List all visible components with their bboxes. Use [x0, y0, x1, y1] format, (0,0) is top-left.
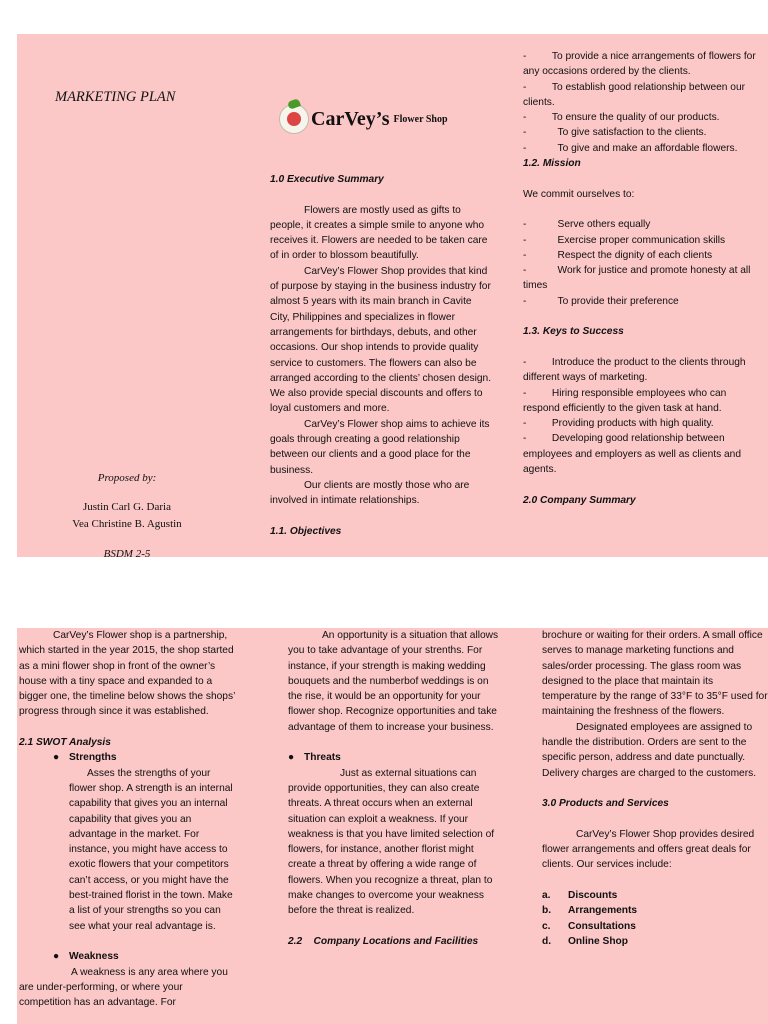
- key-item: - Hiring responsible employees who can respond efficiently to the given task at hand.: [523, 387, 727, 414]
- mission-intro: We commit ourselves to:: [523, 188, 635, 200]
- mission-item: - Respect the dignity of each clients: [523, 249, 713, 261]
- executive-summary-column: [270, 172, 492, 539]
- objective-item: - To give and make an affordable flowers.: [523, 142, 738, 154]
- mission-item: - To provide their preference: [523, 295, 679, 307]
- distribution-text: Designated employees are assigned to handle the distribution. Orders are sent to the specific person, address and date punctually. Delivery charges are charged to the customers.: [542, 721, 757, 779]
- section-label: BSDM 2-5: [103, 548, 151, 557]
- products-intro: CarVey’s Flower Shop provides desired flower arrangements and offers great deals for clients. Our services include:: [542, 828, 755, 871]
- key-item: - Introduce the product to the clients through different ways of marketing.: [523, 356, 746, 384]
- objectives-mission-column: [523, 49, 761, 508]
- credits-block: [57, 470, 197, 557]
- exec-heading: 1.0 Executive Summary: [270, 174, 384, 185]
- mission-item: - Exercise proper communication skills: [523, 234, 726, 246]
- marketing-plan-title: MARKETING PLAN: [55, 89, 176, 105]
- swot-heading: 2.1 SWOT Analysis: [19, 737, 111, 749]
- service-item: c. Consultations: [542, 920, 636, 932]
- objective-item: - To provide a nice arrangements of flowers for any occasions ordered by the clients.: [523, 51, 756, 78]
- service-item: b. Arrangements: [542, 905, 638, 917]
- company-intro: CarVey’s Flower shop is a partnership, which started in the year 2015, the shop started as a mini flower shop in front of the owner’s house with a tiny space and expanded to a bigger one, the timeline below shows the shops’ progress through since it was established.: [19, 630, 235, 718]
- mission-item: - Work for justice and promote honesty at all times: [523, 265, 751, 292]
- exec-paragraph-4: Our clients are mostly those who are involved in intimate relationships.: [270, 479, 470, 507]
- author-2: Vea Christine B. Agustin: [72, 518, 182, 530]
- facilities-products-column: [542, 628, 768, 949]
- key-item: - Providing products with high quality.: [523, 418, 714, 430]
- author-1: Justin Carl G. Daria: [83, 501, 171, 513]
- objective-item: - To ensure the quality of our products.: [523, 112, 720, 124]
- facilities-text: brochure or waiting for their orders. A small office serves to manage marketing functions and sales/order processing. The glass room was designed to the place that maintain its temperature by the range of 33°F to 35°F used for maintaining the freshness of the flowers.: [542, 630, 768, 718]
- keys-heading: 1.3. Keys to Success: [523, 326, 624, 338]
- locations-heading: 2.2 Company Locations and Facilities: [288, 935, 479, 947]
- service-item: a. Discounts: [542, 890, 618, 902]
- brochure-page-2: [17, 628, 768, 1024]
- products-heading: 3.0 Products and Services: [542, 798, 669, 810]
- logo-text: CarVey’s: [311, 107, 390, 130]
- shop-logo: [279, 104, 448, 134]
- brochure-page-1: [17, 34, 768, 557]
- proposed-by-label: Proposed by:: [97, 472, 157, 484]
- objectives-heading: 1.1. Objectives: [270, 525, 342, 537]
- service-item: d. Online Shop: [542, 935, 628, 947]
- opportunity-threats-column: [288, 628, 500, 949]
- mission-item: - Serve others equally: [523, 219, 651, 231]
- exec-paragraph-1: Flowers are mostly used as gifts to people, it creates a simple smile to anyone who receives it. Flowers are needed to be taken care of in order to blossom beautifully.: [270, 204, 488, 262]
- weakness-bullet: ● Weakness: [53, 951, 119, 963]
- key-item: - Developing good relationship between employees and employers as well as clients and agents.: [523, 433, 742, 476]
- weakness-text: A weakness is any area where you are under-performing, or where your competition has an advantage. For: [19, 966, 228, 1009]
- threats-text: Just as external situations can provide opportunities, they can also create threats. A threat occurs when an external situation can exploit a weakness. If your weakness is that you have limited selection of flowers, for instance, another florist might create a threat by offering a wide range of flowers. When you recognize a threat, plan to make changes to overcome your weakness before the threat is realized.: [288, 767, 495, 917]
- exec-paragraph-2: CarVey’s Flower Shop provides that kind of purpose by staying in the business industry for almost 5 years with its main branch in Cavite City, Philippines and specializes in flower arrangements for birthdays, debuts, and other occasions. Our shop intends to provide quality service to customers. The flowers can also be arranged according to the clients’ chosen design. We also provide special discounts and offers to loyal customers and more.: [270, 265, 492, 415]
- flower-logo-icon: [279, 104, 309, 134]
- logo-subtext: Flower Shop: [393, 113, 448, 125]
- objective-item: - To establish good relationship between our clients.: [523, 81, 745, 108]
- objective-item: - To give satisfaction to the clients.: [523, 127, 707, 139]
- company-summary-heading: 2.0 Company Summary: [523, 494, 636, 506]
- threats-bullet: ● Threats: [288, 752, 341, 764]
- opportunity-text: An opportunity is a situation that allows you to take advantage of your strenths. For instance, if your strength is making wedding bouquets and the numberbof weddings is on the rise, it would be an opportunity for your flower shop. Recognize opportunities and take advantage of them to increase your business.: [288, 630, 499, 733]
- mission-heading: 1.2. Mission: [523, 158, 581, 170]
- strengths-text: Asses the strengths of your flower shop. A strength is an internal capability that gives you an internal capability that gives you an advantage in the market. For instance, you might have access to exotic flowers that your competitors can’t access, or you might have the best-trained florist in the town. Make a list of your strengths so you can see what your real advantage is.: [69, 767, 233, 932]
- strengths-bullet: ● Strengths: [53, 752, 117, 764]
- exec-paragraph-3: CarVey’s Flower shop aims to achieve its goals through creating a good relationship between our clients and a good place for the business.: [270, 418, 490, 476]
- company-swot-column: [19, 628, 237, 1010]
